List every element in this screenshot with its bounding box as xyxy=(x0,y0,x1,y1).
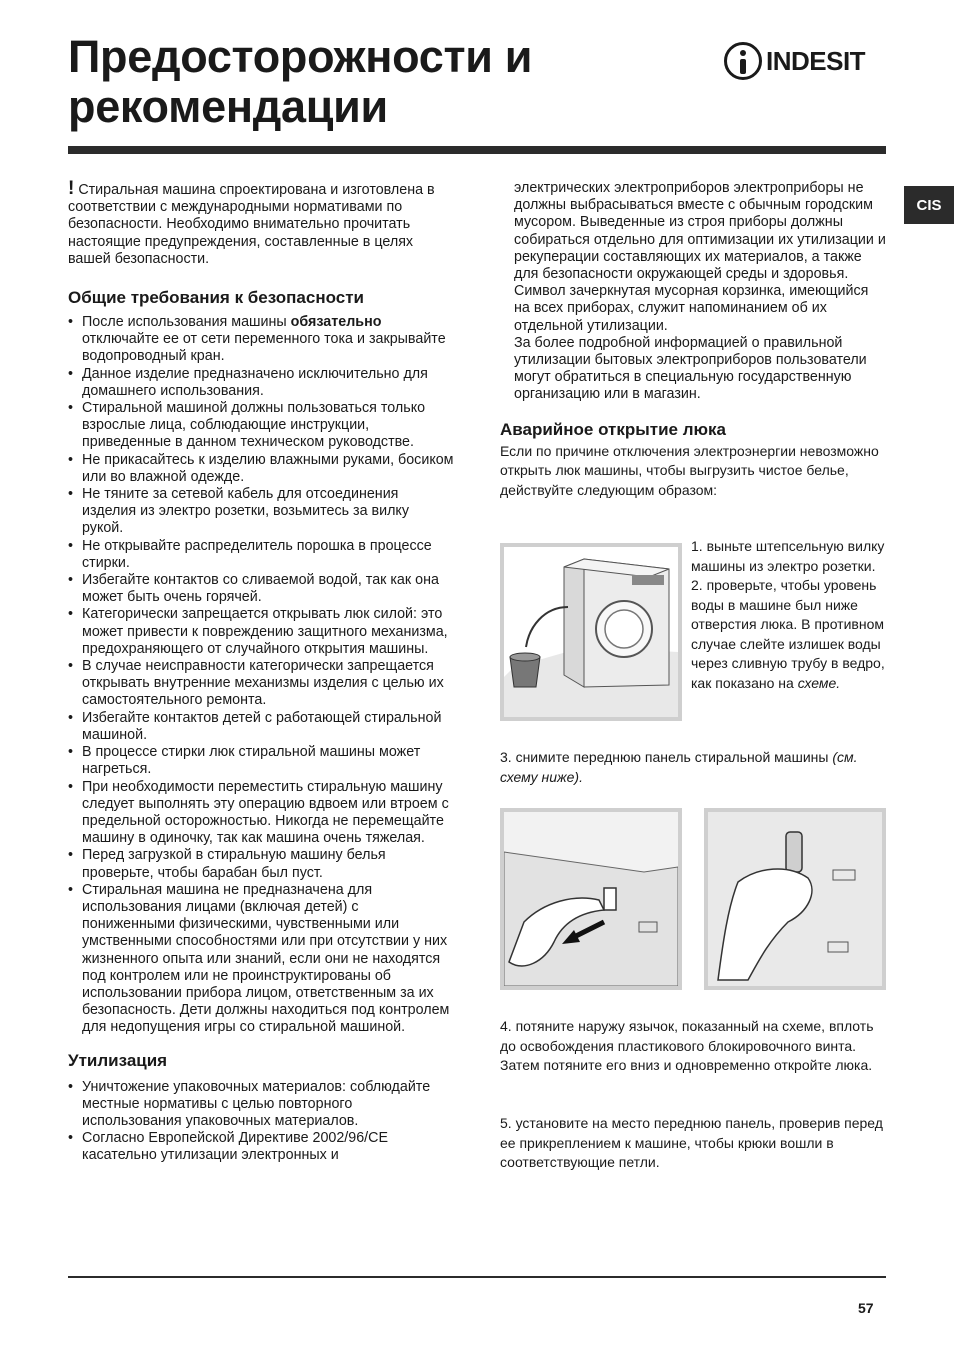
disposal-list xyxy=(68,1079,454,1165)
step-1-2 xyxy=(691,537,891,693)
step-5: 5. установите на место переднюю панель, проверив перед ее прикреплением к машине, чтобы крюки вошли в соответствующие петли. xyxy=(500,1115,883,1170)
intro-paragraph xyxy=(68,180,454,268)
page-title xyxy=(68,32,532,132)
list-item: • Не прикасайтесь к изделию влажными руками, босиком или во влажной одежде. xyxy=(68,452,454,486)
list-item: • Перед загрузкой в стиральную машину белья проверьте, чтобы барабан был пуст. xyxy=(68,847,454,881)
intro-text: Стиральная машина спроектирована и изготовлена в соответствии с международными нормативами по безопасности. Необходимо внимательно прочитать настоящие предупреждения, составленные в целях вашей безопасности. xyxy=(68,182,435,267)
disposal-continuation: электрических электроприборов электроприборы не должны выбрасываться вместе с обычным городским мусором. Выведенные из строя приборы должны собираться отдельно для оптимизации их утилизации и рекуперации составляющих их материалов, а также для безопасности окружающей среды и здоровья. Символ зачеркнутая мусорная корзинка, имеющийся на всех приборах, служит напоминанием об их отдельной утилизации. xyxy=(514,180,886,334)
disposal-heading: Утилизация xyxy=(68,1050,168,1070)
step-2: 2. проверьте, чтобы уровень воды в машине был ниже отверстия люка. В противном случае слейте излишек воды через сливную трубу в ведро, как показано на схеме. xyxy=(691,577,885,691)
brand-name: INDESIT xyxy=(766,46,866,76)
page-title-line-2: рекомендации xyxy=(68,81,388,132)
list-item: • Не открывайте распределитель порошка в процессе стирки. xyxy=(68,538,454,572)
left-column xyxy=(68,180,454,1165)
general-safety-heading: Общие требования к безопасности xyxy=(68,288,364,308)
step-4: 4. потяните наружу язычок, показанный на схеме, вплоть до освобождения пластикового блокировочного винта. Затем потяните его вниз и одновременно откройте люка. xyxy=(500,1018,874,1073)
push-down-tab-illustration xyxy=(708,812,882,986)
emergency-intro: Если по причине отключения электроэнергии невозможно открыть люк машины, чтобы выгрузить чистое белье, действуйте следующим образом: xyxy=(500,442,879,498)
list-item: • В случае неисправности категорически запрещается открывать внутренние механизмы изделия с целью их самостоятельного ремонта. xyxy=(68,658,454,710)
list-item: • Согласно Европейской Директиве 2002/96/CE касательно утилизации электронных и xyxy=(68,1130,454,1164)
washing-machine-drain-illustration xyxy=(504,547,678,717)
right-column xyxy=(500,180,886,500)
header-divider xyxy=(68,146,886,154)
pull-tab-illustration-frame xyxy=(500,808,682,990)
list-item: • Избегайте контактов детей с работающей стиральной машиной. xyxy=(68,710,454,744)
footer-divider xyxy=(68,1276,886,1278)
list-item: • При необходимости переместить стиральную машину следует выполнять эту операцию вдвоем или втроем с предельной осторожностью. Никогда не перемещайте машину в одиночку, так как машина очень тяжелая. xyxy=(68,779,454,848)
drain-illustration xyxy=(500,543,682,721)
warning-mark: ! xyxy=(68,178,75,199)
indesit-logo xyxy=(722,42,888,88)
indesit-logo-icon xyxy=(724,42,762,80)
list-item: • После использования машины обязательно отключайте ее от сети переменного тока и закрывайте водопроводный кран. xyxy=(68,314,454,366)
list-item: • Данное изделие предназначено исключительно для домашнего использования. xyxy=(68,366,454,400)
list-item: • Не тяните за сетевой кабель для отсоединения изделия из электро розетки, возьмитесь за вилку рукой. xyxy=(68,486,454,538)
step-1: 1. выньте штепсельную вилку машины из электро розетки. xyxy=(691,538,885,574)
list-item: • В процессе стирки люк стиральной машины может нагреться. xyxy=(68,744,454,778)
push-tab-illustration-frame xyxy=(704,808,886,990)
pull-tab-illustration xyxy=(504,812,678,986)
list-item: • Стиральной машиной должны пользоваться только взрослые лица, соблюдающие инструкции, приведенные в данном техническом руководстве. xyxy=(68,400,454,452)
list-item: • Избегайте контактов со сливаемой водой, так как она может быть очень горячей. xyxy=(68,572,454,606)
general-safety-list xyxy=(68,314,454,1037)
emergency-heading: Аварийное открытие люка xyxy=(500,419,727,439)
disposal-info: За более подробной информацией о правильной утилизации бытовых электроприборов пользователи могут обратиться в специальную государственную организацию или в магазин. xyxy=(514,334,867,403)
step-3: 3. снимите переднюю панель стиральной машины (см. схему ниже). xyxy=(500,749,858,785)
list-item: • Уничтожение упаковочных материалов: соблюдайте местные нормативы с целью повторного использования упаковочных материалов. xyxy=(68,1079,454,1131)
section-tab: CIS xyxy=(904,186,954,224)
page-title-line-1: Предосторожности и xyxy=(68,31,533,82)
emphasis: обязательно xyxy=(290,314,382,331)
list-item: • Стиральная машина не предназначена для использования лицами (включая детей) с пониженными физическими, чувственными или умственными способностями или при отсутствии у них жизненного опыта или знаний, если они не находятся под контролем или не проинструктированы об использовании прибора лицом, ответственным за их безопасность. Дети должны находиться под контролем для недопущения игры со стиральной машиной. xyxy=(68,882,454,1037)
page-number: 57 xyxy=(858,1300,874,1316)
list-item: • Категорически запрещается открывать люк силой: это может привести к повреждению защитного механизма, предохраняющего от случайного открытия машины. xyxy=(68,606,454,658)
